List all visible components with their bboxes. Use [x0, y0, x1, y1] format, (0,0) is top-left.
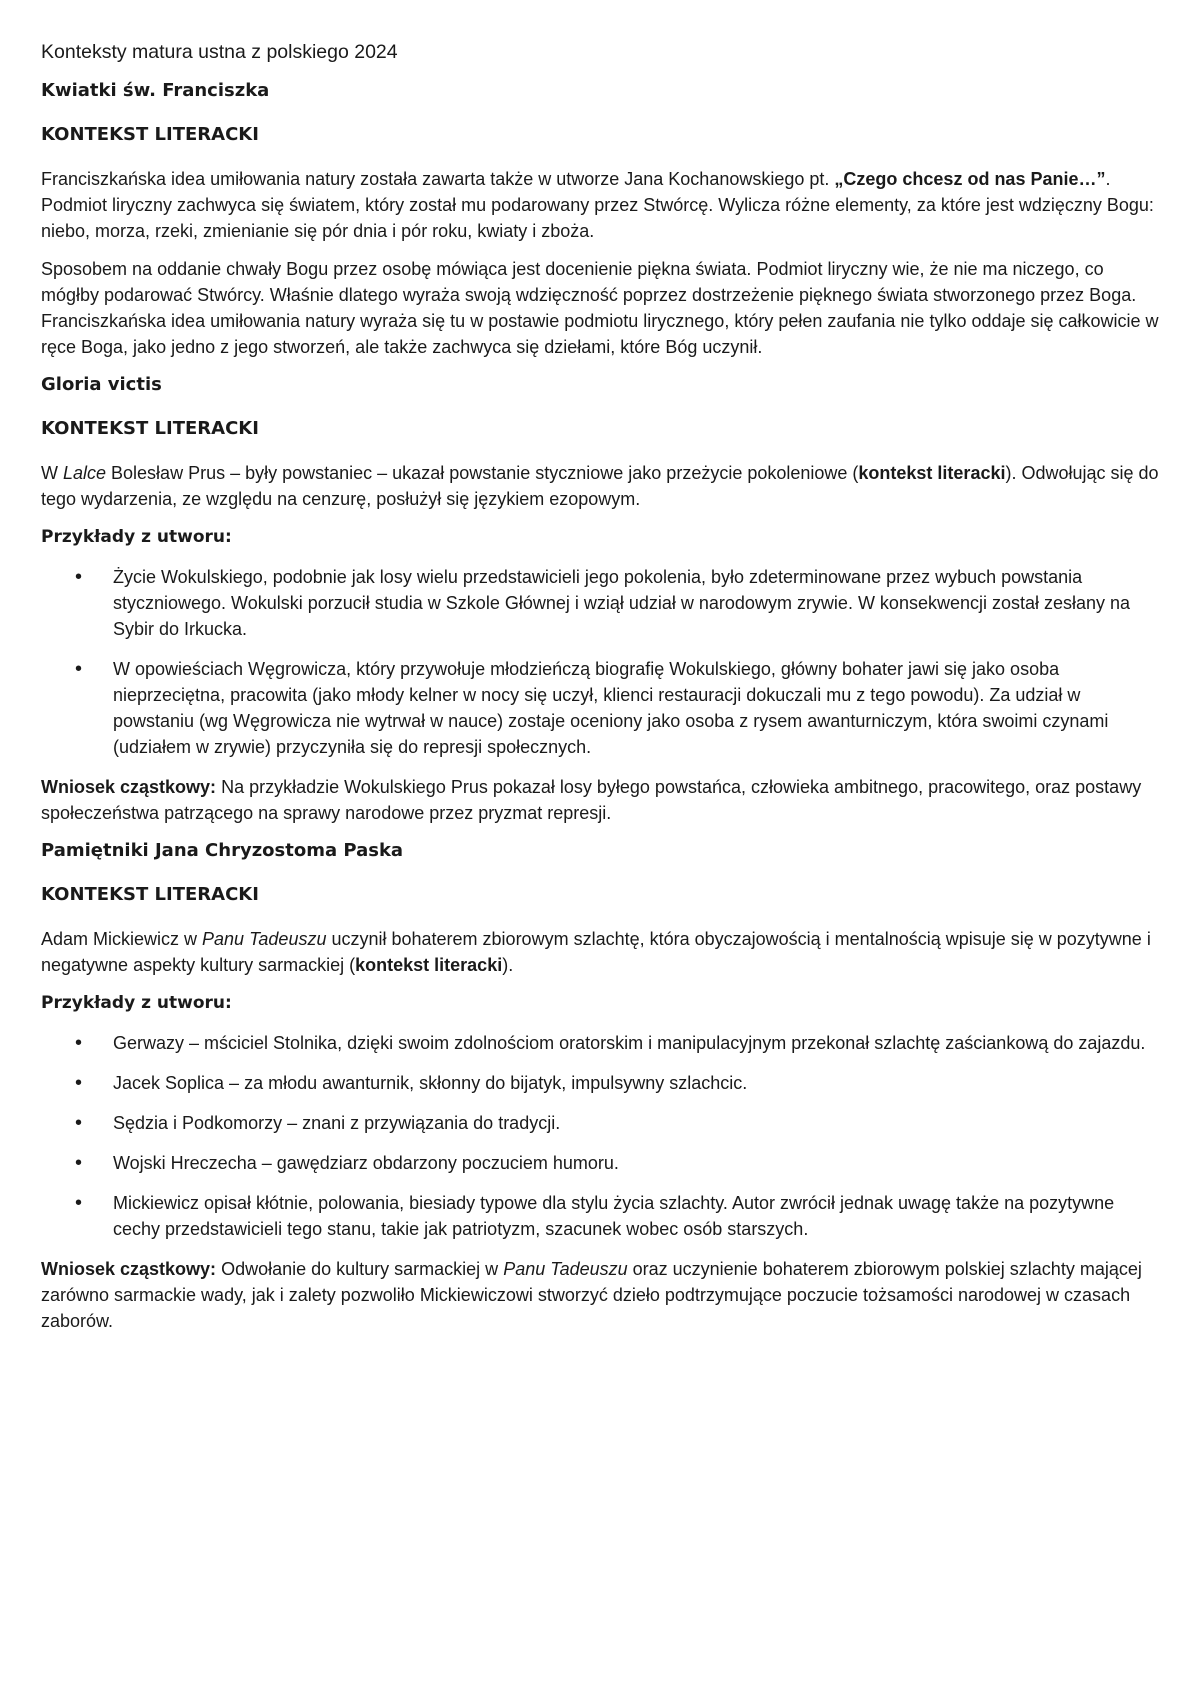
work-reference: Panu Tadeuszu — [503, 1259, 628, 1279]
list-item — [41, 564, 1162, 642]
context-label: KONTEKST LITERACKI — [41, 418, 259, 439]
list-item — [41, 1030, 1162, 1056]
list-item-text: Wojski Hreczecha – gawędziarz obdarzony poczuciem humoru. — [113, 1153, 619, 1173]
paragraph-text: Bolesław Prus – były powstaniec – ukazał powstanie styczniowe jako przeżycie pokoleniowe ( — [106, 463, 859, 483]
conclusion-text: oraz uczynienie bohaterem zbiorowym polskiej szlachty mającej zarówno sarmackie wady, jak i zalety pozwoliło Mickiewiczowi stworzyć dzieło podtrzymujące poczucie tożsamości narodowej w czasach zaborów. — [41, 1259, 1142, 1331]
list-item-text: Życie Wokulskiego, podobnie jak losy wielu przedstawicieli jego pokolenia, było zdeterminowane przez wybuch powstania styczniowego. Wokulski porzucił studia w Szkole Głównej i wziął udział w narodowym zrywie. W konsekwencji został zesłany na Sybir do Irkucka. — [113, 567, 1131, 639]
list-item-text: Gerwazy – mściciel Stolnika, dzięki swoim zdolnościom oratorskim i manipulacyjnym przekonał szlachtę zaściankową do zajazdu. — [113, 1033, 1146, 1053]
conclusion — [41, 774, 1162, 826]
examples-label: Przykłady z utworu: — [41, 527, 232, 547]
paragraph-text: W — [41, 463, 63, 483]
conclusion-label: Wniosek cząstkowy: — [41, 777, 217, 797]
section-gloria-victis — [41, 372, 1162, 826]
bullet-icon: • — [75, 1152, 83, 1174]
list-item-text: Mickiewicz opisał kłótnie, polowania, biesiady typowe dla stylu życia szlachty. Autor zwrócił jednak uwagę także na pozytywne cechy przedstawicieli tego stanu, takie jak patriotyzm, szacunek wobec osób starszych. — [113, 1193, 1115, 1239]
bullet-icon: • — [75, 1072, 83, 1094]
context-term: kontekst literacki — [858, 463, 1006, 483]
bullet-icon: • — [75, 658, 83, 680]
work-title: Pamiętniki Jana Chryzostoma Paska — [41, 840, 404, 861]
list-item — [41, 1150, 1162, 1176]
paragraph-text: . Podmiot liryczny zachwyca się światem, który został mu podarowany przez Stwórcę. Wylicza różne elementy, za które jest wdzięczny Bogu: niebo, morza, rzeki, zmienianie się pór dnia i pór roku, kwiaty i zboża. — [41, 169, 1154, 241]
context-term: kontekst literacki — [355, 955, 503, 975]
conclusion-text: Odwołanie do kultury sarmackiej w — [216, 1259, 504, 1279]
bullet-icon: • — [75, 566, 83, 588]
context-label: KONTEKST LITERACKI — [41, 124, 259, 145]
bullet-icon: • — [75, 1112, 83, 1134]
examples-list — [41, 564, 1162, 760]
conclusion — [41, 1256, 1162, 1334]
paragraph — [41, 926, 1162, 978]
document-title: Konteksty matura ustna z polskiego 2024 — [41, 41, 398, 63]
conclusion-label: Wniosek cząstkowy: — [41, 1259, 217, 1279]
paragraph-text: Franciszkańska idea umiłowania natury została zawarta także w utworze Jana Kochanowskiego pt. — [41, 169, 835, 189]
paragraph-text: ). — [502, 955, 514, 975]
list-item-text: W opowieściach Węgrowicza, który przywołuje młodzieńczą biografię Wokulskiego, główny bohater jawi się jako osoba nieprzeciętna, pracowita (jako młody kelner w nocy się uczył, klienci restauracji dokuczali mu z tego powodu). Za udział w powstaniu (wg Węgrowicza nie wytrwał w nauce) zostaje oceniony jako osoba z rysem awanturniczym, która swoimi czynami (udziałem w zrywie) przyczyniła się do represji społecznych. — [113, 659, 1109, 757]
examples-list — [41, 1030, 1162, 1242]
list-item-text: Sędzia i Podkomorzy – znani z przywiązania do tradycji. — [113, 1113, 561, 1133]
paragraph-text: uczynił bohaterem zbiorowym szlachtę, która obyczajowością i mentalnością wpisuje się w pozytywne i negatywne aspekty kultury sarmackiej ( — [41, 929, 1151, 975]
paragraph-text: ). Odwołując się do tego wydarzenia, ze względu na cenzurę, posłużył się językiem ezopowym. — [41, 463, 1159, 509]
paragraph — [41, 166, 1162, 244]
poem-title: „Czego chcesz od nas Panie…” — [834, 169, 1106, 189]
list-item — [41, 1190, 1162, 1242]
context-label: KONTEKST LITERACKI — [41, 884, 259, 905]
list-item — [41, 1110, 1162, 1136]
work-title: Gloria victis — [41, 374, 162, 395]
bullet-icon: • — [75, 1032, 83, 1054]
examples-label: Przykłady z utworu: — [41, 993, 232, 1013]
bullet-icon: • — [75, 1192, 83, 1214]
work-reference: Lalce — [63, 463, 107, 483]
list-item — [41, 1070, 1162, 1096]
list-item-text: Jacek Soplica – za młodu awanturnik, skłonny do bijatyk, impulsywny szlachcic. — [113, 1073, 748, 1093]
paragraph-text: Adam Mickiewicz w — [41, 929, 203, 949]
paragraph — [41, 460, 1162, 512]
section-pamietniki-paska — [41, 838, 1162, 1334]
work-title: Kwiatki św. Franciszka — [41, 80, 270, 101]
paragraph: Sposobem na oddanie chwały Bogu przez osobę mówiąca jest docenienie piękna świata. Podmiot liryczny wie, że nie ma niczego, co mógłby podarować Stwórcy. Właśnie dlatego wyraża swoją wdzięczność poprzez dostrzeżenie pięknego świata stworzonego przez Boga. Franciszkańska idea umiłowania natury wyraża się tu w postawie podmiotu lirycznego, który pełen zaufania nie tylko oddaje się całkowicie w ręce Boga, jako jedno z jego stworzeń, ale także zachwyca się dziełami, które Bóg uczynił. — [41, 259, 1159, 357]
conclusion-text: Na przykładzie Wokulskiego Prus pokazał losy byłego powstańca, człowieka ambitnego, pracowitego, oraz postawy społeczeństwa patrzącego na sprawy narodowe przez pryzmat represji. — [41, 777, 1142, 823]
list-item — [41, 656, 1162, 760]
section-kwiatki — [41, 78, 1162, 360]
work-reference: Panu Tadeuszu — [202, 929, 327, 949]
